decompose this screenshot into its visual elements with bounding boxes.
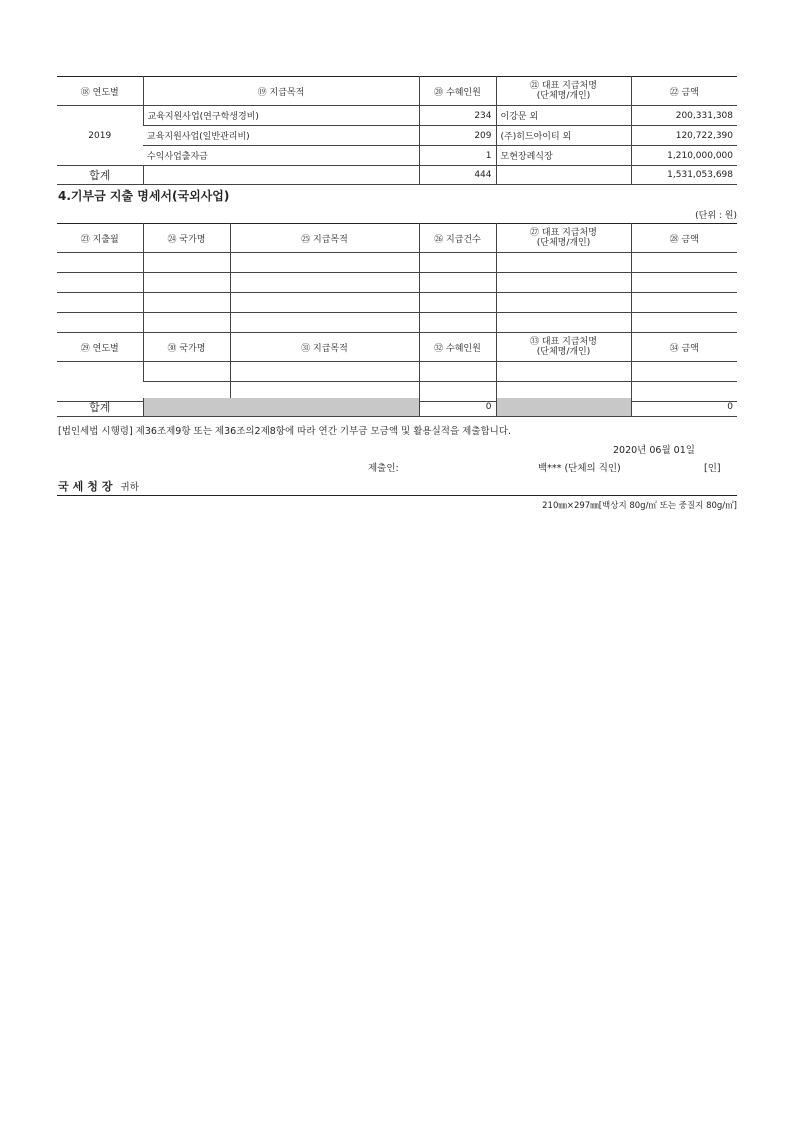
table-row: [57, 253, 737, 273]
table-row: [57, 362, 737, 382]
count-cell: 209: [419, 126, 496, 146]
legal-statement: [법인세법 시행령] 제36조제9항 또는 제36조의2제8항에 따라 연간 기부금 모금액 및 활용실적을 제출합니다.: [58, 426, 512, 437]
total-row: [57, 398, 737, 417]
header-country: ㉔ 국가명: [143, 224, 230, 253]
submitter-name: 백*** (단체의 직인): [538, 463, 621, 474]
domestic-expense-table: [57, 76, 737, 185]
purpose-cell: 교육지원사업(연구학생경비): [143, 106, 419, 126]
amount-cell: 1,210,000,000: [631, 146, 737, 166]
table-row: [57, 106, 737, 126]
submitter-label: 제출인:: [368, 463, 399, 474]
purpose-cell: 수익사업출자금: [143, 146, 419, 166]
table-row: [57, 126, 737, 146]
header-year: ⑱ 연도별: [57, 77, 143, 106]
section-title: 4.기부금 지출 명세서(국외사업): [58, 189, 230, 203]
unit-label: (단위 : 원): [695, 211, 737, 221]
paper-spec: 210㎜×297㎜[백상지 80g/㎡ 또는 중질지 80g/㎡]: [542, 501, 737, 511]
header-year: ㉙ 연도별: [57, 333, 143, 362]
header-payee: ㉑ 대표 지급처명 (단체명/개인): [496, 77, 631, 106]
total-amount: 1,531,053,698: [631, 166, 737, 185]
header-purpose: ⑲ 지급목적: [143, 77, 419, 106]
table-row: [57, 293, 737, 313]
amount-cell: 200,331,308: [631, 106, 737, 126]
header-month: ㉓ 지출월: [57, 224, 143, 253]
total-amount: 0: [631, 398, 737, 417]
header-recipients: ⑳ 수혜인원: [419, 77, 496, 106]
table-row: [57, 273, 737, 293]
table-header-row: [57, 333, 737, 362]
header-purpose: ㉕ 지급목적: [230, 224, 419, 253]
overseas-total-table: [57, 398, 737, 417]
total-row: [57, 166, 737, 185]
header-count: ㉖ 지급건수: [419, 224, 496, 253]
amount-cell: 120,722,390: [631, 126, 737, 146]
header-amount: ㉞ 금액: [631, 333, 737, 362]
header-amount: ㉘ 금액: [631, 224, 737, 253]
count-cell: 234: [419, 106, 496, 126]
purpose-cell: 교육지원사업(일반관리비): [143, 126, 419, 146]
header-payee: ㉝ 대표 지급처명 (단체명/개인): [496, 333, 631, 362]
total-count: 444: [419, 166, 496, 185]
header-payee: ㉗ 대표 지급처명 (단체명/개인): [496, 224, 631, 253]
total-label: 합계: [57, 166, 143, 185]
table-header-row: [57, 224, 737, 253]
table-row: [57, 313, 737, 333]
payee-cell: (주)히드아이티 외: [496, 126, 631, 146]
header-purpose: ㉛ 지급목적: [230, 333, 419, 362]
recipient: 국세청장 귀하: [58, 480, 139, 493]
header-amount: ㉒ 금액: [631, 77, 737, 106]
total-count: 0: [419, 398, 496, 417]
header-country: ㉚ 국가명: [143, 333, 230, 362]
count-cell: 1: [419, 146, 496, 166]
submit-date: 2020년 06월 01일: [613, 445, 695, 456]
divider: [57, 495, 737, 496]
overseas-expense-table: [57, 223, 737, 402]
year-cell: 2019: [57, 106, 143, 166]
payee-cell: 모현장례식장: [496, 146, 631, 166]
payee-cell: 이강문 외: [496, 106, 631, 126]
header-recipients: ㉜ 수혜인원: [419, 333, 496, 362]
table-row: [57, 146, 737, 166]
table-header-row: [57, 77, 737, 106]
total-label: 합계: [57, 398, 143, 417]
seal-mark: [인]: [704, 463, 721, 474]
